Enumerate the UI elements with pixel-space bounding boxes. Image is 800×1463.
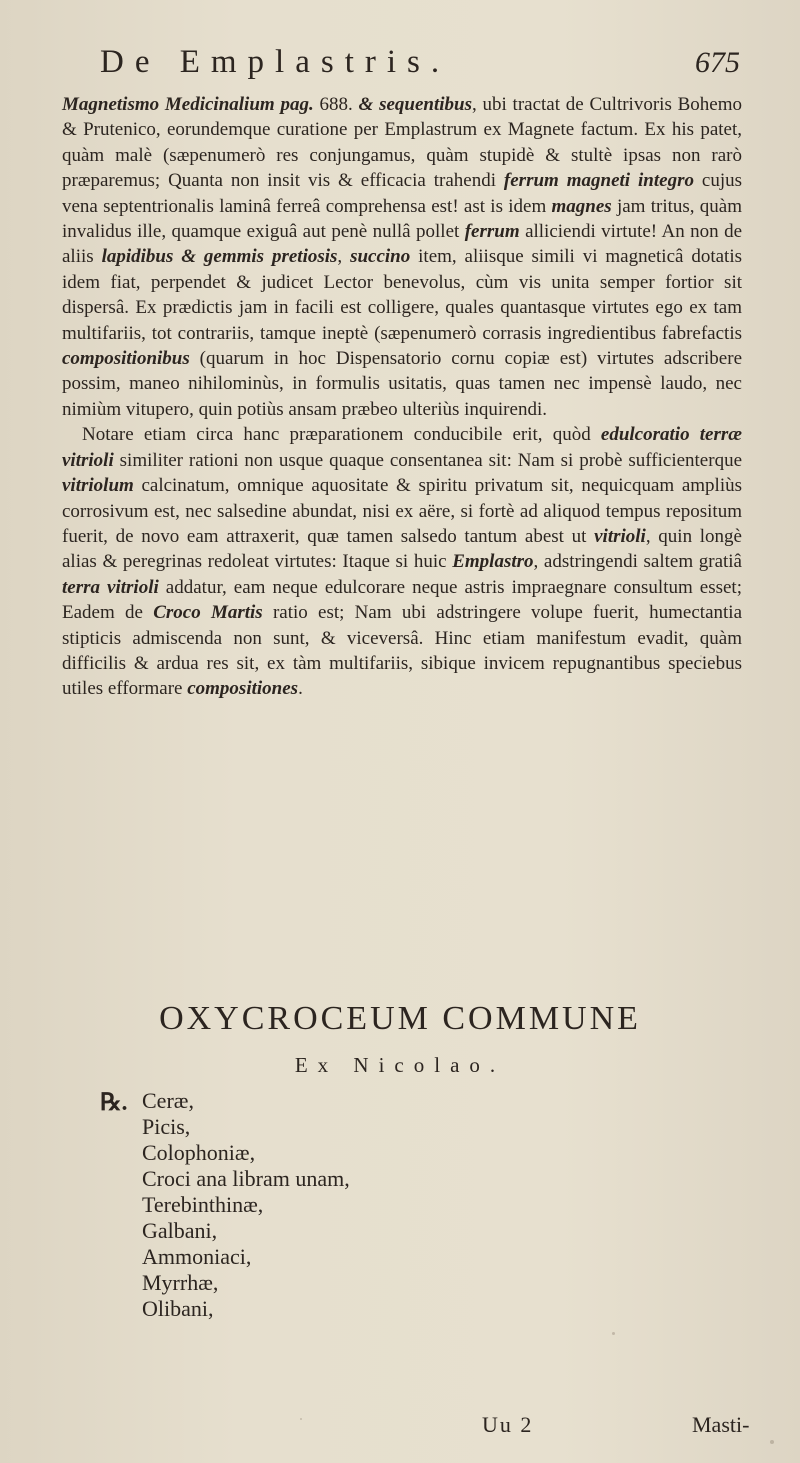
signature-mark: Uu 2 bbox=[482, 1412, 534, 1437]
catchword: Masti- bbox=[692, 1412, 750, 1437]
text-run: item, aliisque simili vi magneticâ dotatis idem fiat, perpendet & judicet Lector benevolus, cùm vis unita semper fortior sit dispersâ. Ex prædictis jam in facili est colligere, quales quantasque virtutes ego ex tam multifariis, tot contrariis, tamque ineptè (sæpenumerò corrasis ingredientibus fabrefactis bbox=[62, 246, 742, 344]
recipe-source: Ex Nicolao. bbox=[294, 1053, 506, 1077]
ingredient-item: Picis, bbox=[142, 1114, 191, 1139]
paper-speck bbox=[700, 655, 702, 657]
text-run: ratio est; Nam ubi adstringere volupe fuerit, humectantia stipticis admiscenda non sunt, & viceversâ. Hinc etiam manifestum evadit, quàm difficilis & ardua res sit, ex tàm multifariis, sibique invicem repugnantibus speciebus utiles efformare bbox=[62, 602, 743, 700]
text-italic: Magnetismo Medicinalium pag. bbox=[62, 94, 314, 115]
text-run: , ubi tractat de Cultrivoris Bohemo & Prutenico, eorundemque curatione per Emplastrum ex Magnete factum. Ex his patet, quàm malè (sæpenumerò res conjungamus, quàm stupidè & stultè ipsas non rarò præparemus; Quanta non insit vis & efficacia trahendi bbox=[62, 94, 742, 192]
text-italic: vitrioli bbox=[594, 525, 646, 547]
text-italic: Emplastro bbox=[452, 551, 534, 573]
ingredient-item: Terebinthinæ, bbox=[142, 1192, 264, 1217]
text-italic: compositionibus bbox=[62, 348, 190, 370]
recipe-symbol: ℞. bbox=[100, 1090, 128, 1116]
text-italic: vitriolum bbox=[62, 475, 134, 497]
body-text bbox=[62, 92, 742, 702]
ingredient-item: Ceræ, bbox=[142, 1088, 194, 1113]
text-italic: magnes bbox=[551, 195, 612, 217]
text-run: , quin longè alias & peregrinas redoleat virtutes: Itaque si huic bbox=[62, 525, 742, 573]
text-run: 688. bbox=[313, 94, 359, 115]
text-italic: Croco Martis bbox=[153, 602, 263, 624]
text-italic: & sequentibus bbox=[358, 94, 472, 115]
text-run: jam tritus, quàm invalidus ille, quamque exiguâ aut penè nullâ pollet bbox=[62, 195, 742, 243]
text-italic: edulcoratio terræ vitrioli bbox=[62, 424, 742, 471]
recipe-title: OXYCROCEUM COMMUNE bbox=[159, 1000, 641, 1037]
ingredient-item: Galbani, bbox=[142, 1218, 218, 1243]
text-italic: ferrum bbox=[464, 221, 520, 243]
paragraph-1 bbox=[62, 92, 742, 422]
text-run: cujus vena septentrionalis laminâ ferreâ comprehensa est! ast is idem bbox=[62, 170, 743, 217]
paper-speck bbox=[770, 1440, 774, 1444]
text-italic: terra vitrioli bbox=[62, 576, 159, 598]
text-run: Notare etiam circa hanc præparationem conducibile erit, quòd bbox=[82, 424, 601, 446]
paper-speck bbox=[612, 1332, 615, 1335]
text-run: calcinatum, omnique aquositate & spiritu privatum sit, nequicquam ampliùs corrosivum est, nec salsedine abundat, nisi ex aëre, si fortè ad aliquod tempus repositum fuerit, de novo eam attraxerit, quæ tamen salsedo tantum abest ut bbox=[62, 475, 742, 547]
text-run: (quarum in hoc Dispensatorio cornu copiæ est) virtutes adscribere possim, maneo nihilominùs, in formulis usitatis, quas tamen nec impensè laudo, nec nimiùm vitupero, quin potiùs ansam præbeo ulteriùs inquirendi. bbox=[62, 348, 742, 420]
ingredient-item: Ammoniaci, bbox=[142, 1244, 252, 1269]
text-run: addatur, eam neque edulcorare neque astris impraegnare consultum esset; Eadem de bbox=[62, 576, 742, 624]
text-italic: ferrum magneti integro bbox=[503, 170, 694, 192]
text-run: alliciendi virtute! An non de aliis bbox=[62, 221, 742, 268]
page-number: 675 bbox=[695, 46, 740, 79]
paper-speck bbox=[300, 1418, 302, 1420]
page-header bbox=[100, 44, 740, 86]
ingredient-list bbox=[142, 1088, 350, 1322]
ingredient-item: Olibani, bbox=[142, 1296, 214, 1321]
text-run: . bbox=[298, 678, 303, 700]
text-run: , bbox=[337, 246, 351, 268]
text-run: similiter rationi non usque quaque consentanea sit: Nam si probè sufficienterque bbox=[113, 449, 742, 471]
running-title: De Emplastris. bbox=[100, 44, 451, 80]
ingredient-item: Myrrhæ, bbox=[142, 1270, 219, 1295]
ingredient-item: Croci ana libram unam, bbox=[142, 1166, 350, 1191]
text-italic: compositiones bbox=[187, 678, 299, 700]
paragraph-2 bbox=[62, 422, 742, 701]
text-italic: lapidibus & gemmis pretiosis bbox=[101, 246, 338, 268]
ingredient-item: Colophoniæ, bbox=[142, 1140, 256, 1165]
text-run: , adstringendi saltem gratiâ bbox=[533, 551, 742, 573]
text-italic: succino bbox=[350, 246, 411, 268]
